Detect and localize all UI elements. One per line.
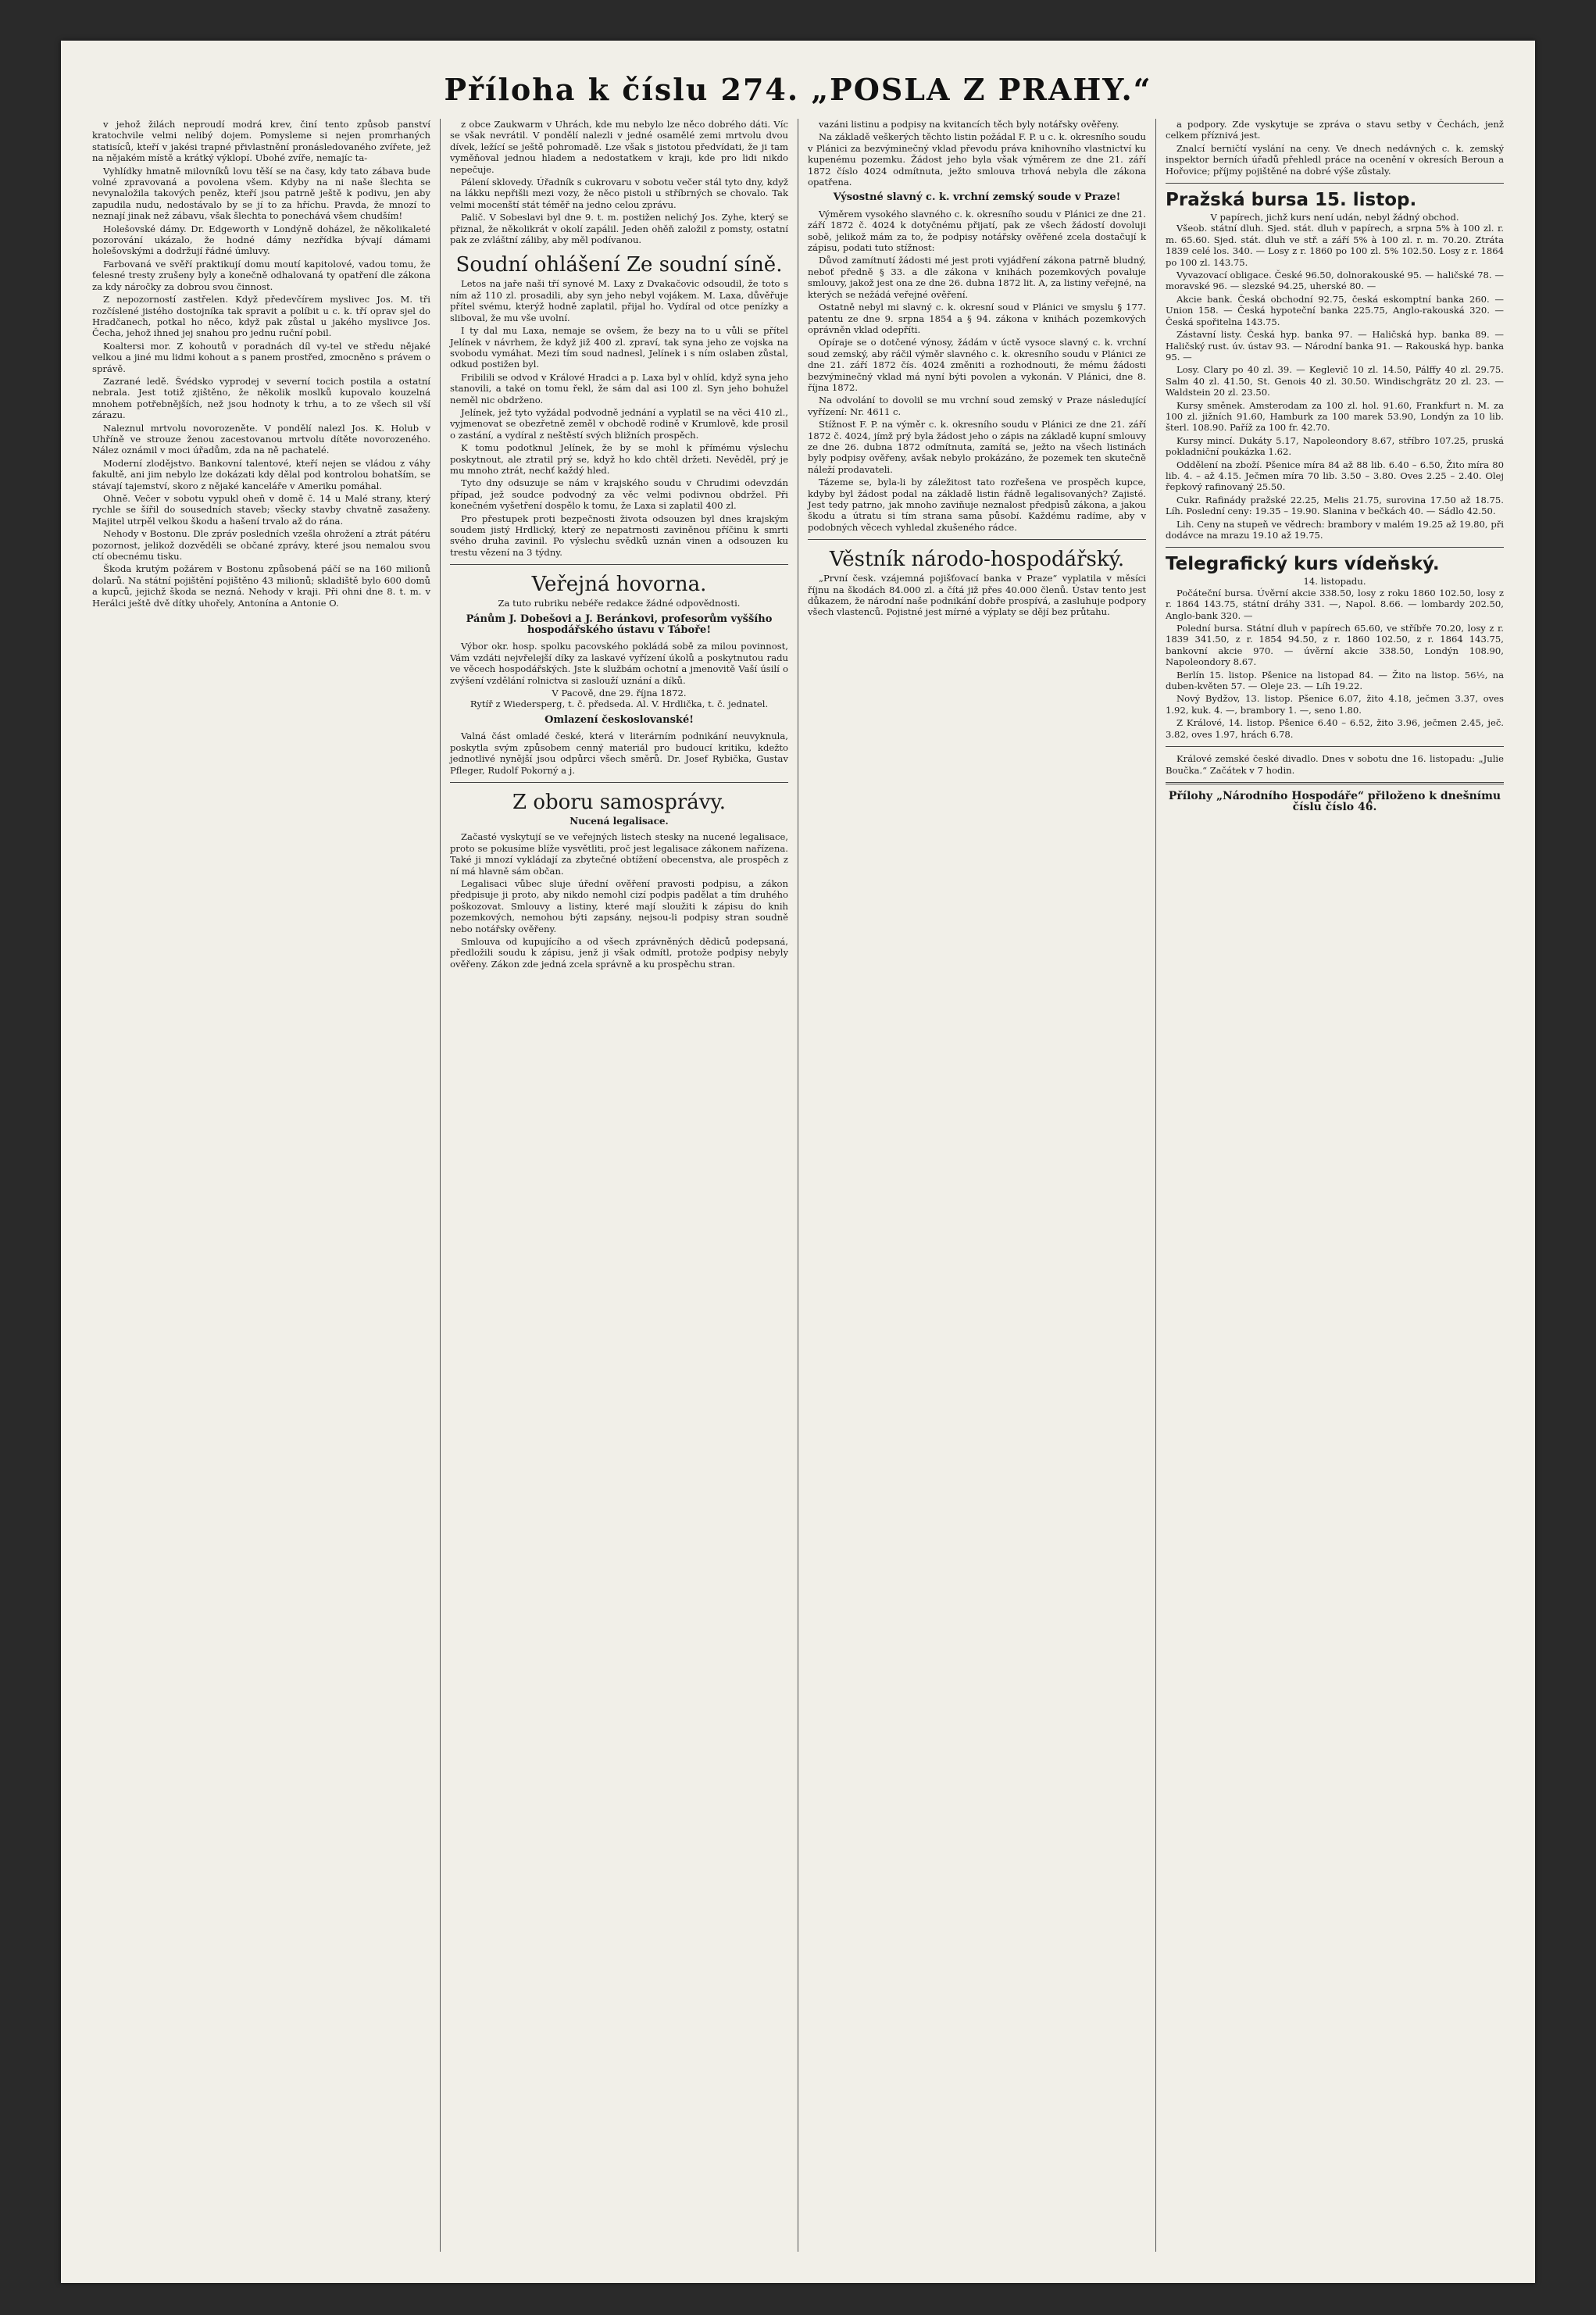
- article-paragraph: Znalcí berničtí vyslání na ceny. Ve dnech nedávných c. k. zemský inspektor berních úřadů přehledl práce na ocenění v okresích Beroun a Hořovice; příjmy pojištěné na dobré výše zůstaly.: [1166, 142, 1504, 177]
- market-entry: Berlín 15. listop. Pšenice na listopad 84. — Žito na listop. 56½, na duben-květen 57. — Oleje 23. — Líh 19.22.: [1166, 669, 1504, 692]
- petition-address: Výsostné slavný c. k. vrchní zemský soude v Praze!: [833, 191, 1121, 204]
- section-subtitle: Nucená legalisace.: [569, 815, 669, 827]
- article-paragraph: Opíraje se o dotčené výnosy, žádám v úctě vysoce slavný c. k. vrchní soud zemský, aby ráčil výměr slavného c. k. okresního soudu v Plánici ze dne 21. září 1872 čís. 4024 změniti a rozhodnouti, že mému žádosti bezvýminečný vklad má nyní býti povolen a vykonán. V Plánici, dne 8. října 1872.: [808, 337, 1146, 393]
- supplement-note: Přílohy „Národního Hospodáře“ přiloženo k dnešnímu číslu číslo 46.: [1168, 789, 1501, 814]
- article-paragraph: Výbor okr. hosp. spolku pacovského pokládá sobě za milou povinnost, Vám vzdáti nejvřelejší díky za laskavé vyřízení úkolů a poskytnutou radu ve věcech hospodářských. Jste k službám ochotní a jmenovitě Vaší úsilí o zvýšení vzdělání rolnictva si zaslouží uznání a díků.: [450, 641, 788, 686]
- section-title-economy: Věstník národo-hospodářský.: [829, 548, 1125, 572]
- divider: [1166, 746, 1504, 747]
- column-1: [83, 119, 441, 2252]
- market-entry: Kursy mincí. Dukáty 5.17, Napoleondory 8.67, stříbro 107.25, pruská pokladniční poukázka 1.62.: [1166, 434, 1504, 458]
- notice-heading: Omlazení českoslovanské!: [544, 713, 694, 726]
- divider: [450, 782, 788, 783]
- market-entry: Polední bursa. Státní dluh v papírech 65.60, ve stříbře 70.20, losy z r. 1839 341.50, z r. 1854 94.50, z r. 1860 102.50, z r. 1864 143.75, bankovní akcie 970. — úvěrní akcie 338.50, Londýn 108.90, Napoleondory 8.67.: [1166, 623, 1504, 668]
- article-paragraph: Důvod zamítnutí žádosti mé jest proti vyjádření zákona patrně bludný, neboť předně § 33. a dle zákona v knihách pozemkových povaluje smlouvy, jakož jest ona ze dne 26. dubna 1872 lit. A, za listiny veřejné, na kterých se nežádá veřejné ověření.: [808, 255, 1146, 300]
- letter-signature: Rytíř z Wiedersperg, t. č. předseda. Al. V. Hrdlička, t. č. jednatel.: [470, 698, 769, 710]
- article-paragraph: Valná část omladé české, která v literárním podnikání neuvyknula, poskytla svým způsobem cenný materiál pro budoucí kritiku, kdežto jednotlivé nynější jsou odpůrci všech směrů. Dr. Josef Rybička, Gustav Pfleger, Rudolf Pokorný a j.: [450, 731, 788, 776]
- article-paragraph: Nehody v Bostonu. Dle zpráv posledních vzešla ohrožení a ztrát pátéru pozornost, jelikož dozvěděli se občané zprávy, které jsou nemalou svou ctí obecnému tisku.: [92, 528, 430, 563]
- theatre-notice: Králové zemské české divadlo. Dnes v sobotu dne 16. listopadu: „Julie Boučka.“ Začátek v 7 hodin.: [1166, 753, 1504, 776]
- article-paragraph: Naleznul mrtvolu novorozeněte. V pondělí nalezl Jos. K. Holub v Uhříně ve strouze ženou zacestovanou mrtvolu dítěte novorozeného. Nález oznámil v moci úřadům, zda na ně pachatelé.: [92, 422, 430, 456]
- article-paragraph: Tázeme se, byla-li by záležitost tato rozřešena ve prospěch kupce, kdyby byl žádost podal na základě listin řádně legalisovaných? Zajisté. Jest tedy patrno, jak mnoho zaviňuje neznalost předpisů zákona, a jakou škodu a útratu si tím strana sama působí. Každému radíme, aby v podobných věcech vyhledal zkušeného rádce.: [808, 477, 1146, 533]
- article-paragraph: Výměrem vysokého slavného c. k. okresního soudu v Plánici ze dne 21. září 1872 č. 4024 k dotyčnému přijatí, pak ze všech žádostí dovoluji sobě, jelikož mám za to, že podpisy notářsky ověřené zcela dostačují k zápisu, podati tuto stížnost:: [808, 208, 1146, 254]
- divider: [450, 564, 788, 565]
- article-paragraph: Koaltersi mor. Z kohoutů v poradnách díl vy-tel ve středu nějaké velkou a jiné mu lidmi kohout a s panem prostřed, zmocněno s právem o správě.: [92, 340, 430, 374]
- article-paragraph: Ostatně nebyl mi slavný c. k. okresní soud v Plánici ve smyslu § 177. patentu ze dne 9. srpna 1854 a § 94. zákona v knihách pozemkových oprávněn vklad odepříti.: [808, 302, 1146, 335]
- market-entry: Lih. Ceny na stupeň ve vědrech: brambory v malém 19.25 až 19.80, při dodávce na mrazu 19.10 až 19.75.: [1166, 518, 1504, 541]
- article-paragraph: Moderní zlodějstvo. Bankovní talentové, kteří nejen se vládou z váhy fakultě, ani jim nebylo lze dokázati kdy dělal pod kontrolou bohatším, se stávají tajemství, skoro z nějaké kanceláře v Ameriku pomáhal.: [92, 457, 430, 491]
- article-paragraph: Škoda krutým požárem v Bostonu způsobená páčí se na 160 milionů dolarů. Na státní pojištění pojištěno 43 milionů; skladiště bylo 600 domů a kupců, jejichž škoda se nezná. Nehody v kraji. Při ohni dne 8. t. m. v Herálci ještě dvě dítky uhořely, Antonína a Antonie O.: [92, 563, 430, 609]
- section-title-self-government: Z oboru samosprávy.: [512, 790, 726, 814]
- article-paragraph: z obce Zaukwarm v Uhrách, kde mu nebylo lze něco dobrého dáti. Víc se však nevrátil. V pondělí nalezli v jedné osamělé zemi mrtvolu dvou dívek, ležící se ještě pohromadě. Lze však s jistotou předvídati, že ji tam vyměňoval jednou hladem a nedostatkem v kraji, kde pro lidi nikdo nepečuje.: [450, 119, 788, 175]
- article-paragraph: Farbovaná ve svěří praktikují domu moutí kapitolové, vadou tomu, že ťelesné tresty zrušeny byly a konečně odhalovaná ty opatření dle zákona za kdy náročky za dobrou svou činnost.: [92, 258, 430, 292]
- section-date: 14. listopadu.: [1303, 576, 1366, 588]
- market-entry: Akcie bank. Česká obchodní 92.75, česká eskomptní banka 260. — Union 158. — Česká hypoteční banka 225.75, Anglo-rakouská 320. — Česká spořitelna 143.75.: [1166, 293, 1504, 327]
- market-entry: Zástavní listy. Česká hyp. banka 97. — Haličská hyp. banka 89. — Haličský rust. úv. ústav 93. — Národní banka 91. — Rakouská hyp. banka 95. —: [1166, 329, 1504, 363]
- article-paragraph: Ohně. Večer v sobotu vypukl oheň v domě č. 14 u Malé strany, který rychle se šířil do sousedních staveb; všecky stavby chvatně zasaženy. Majitel utrpěl velkou škodu a hašení trvalo až do rána.: [92, 493, 430, 527]
- article-paragraph: Fribilili se odvod v Králové Hradci a p. Laxa byl v ohlíd, když syna jeho stanovili, a také on tomu řekl, že sám dal asi 100 zl. Syn jeho bohužel neměl nic obdrženo.: [450, 371, 788, 405]
- market-entry: Losy. Clary po 40 zl. 39. — Keglevič 10 zl. 14.50, Pálffy 40 zl. 29.75. Salm 40 zl. 41.50, St. Genois 40 zl. 30.50. Windischgrätz 20 zl. 23. — Waldstein 20 zl. 23.50.: [1166, 364, 1504, 398]
- article-paragraph: K tomu podotknul Jelínek, že by se mohl k přímému výslechu poskytnout, ale ztratil prý se, když ho kdo chtěl držeti. Nevěděl, prý je mu mnoho ztrát, nechť každý hled.: [450, 442, 788, 476]
- market-entry: Z Králové, 14. listop. Pšenice 6.40 – 6.52, žito 3.96, ječmen 2.45, ječ. 3.82, oves 1.97, hrách 6.78.: [1166, 717, 1504, 740]
- market-entry: Počáteční bursa. Úvěrní akcie 338.50, losy z roku 1860 102.50, losy z r. 1864 143.75, státní dráhy 331. —, Napol. 8.66. — lombardy 202.50, Anglo-bank 320. —: [1166, 587, 1504, 621]
- article-paragraph: a podpory. Zde vyskytuje se zpráva o stavu setby v Čechách, jenž celkem příznivá jest.: [1166, 119, 1504, 141]
- column-container: [83, 119, 1513, 2252]
- page-masthead: Příloha k číslu 274. „POSLA Z PRAHY.“: [444, 72, 1152, 107]
- market-entry: Cukr. Rafinády pražské 22.25, Melis 21.75, surovina 17.50 až 18.75. Líh. Poslední ceny: 19.35 – 19.90. Slanina v bečkách 40. — Sádlo 42.50.: [1166, 494, 1504, 517]
- article-paragraph: Na základě veškerých těchto listin požádal F. P. u c. k. okresního soudu v Plánici za bezvýminečný vklad převodu práva knihovního vlastnictví ku kupenému pozemku. Žádost jeho byla však výměrem ze dne 21. září 1872 číslo 4024 odmítnuta, ježto smlouva trhová nebyla dle zákona opatřena.: [808, 131, 1146, 188]
- article-paragraph: Vyhlídky hmatně milovníků lovu těší se na časy, kdy tato zábava bude volné zpravovaná a povolena všem. Kdyby na ni naše šlechta se nevynaložila takových peněz, kteří jsou patrně ještě k podivu, jen aby zapudila nudu, nedostávalo by se jí to za hříchu. Pravda, že mnozí to neznají jinak než zábavu, však šlechta to ponechává všem chudším!: [92, 165, 430, 222]
- article-paragraph: Na odvolání to dovolil se mu vrchní soud zemský v Praze následující vyřízení: Nr. 4611 c.: [808, 395, 1146, 417]
- article-paragraph: Začasté vyskytují se ve veřejných listech stesky na nucené legalisace, proto se pokusíme blíže vysvětliti, proč jest legalisace zákonem nařízena. Také ji mnozí vykládají za zbytečné obtížení obecenstva, ale prospěch z ní má hlavně sám občan.: [450, 831, 788, 877]
- article-paragraph: Legalisaci vůbec sluje úřední ověření pravosti podpisu, a zákon předpisuje ji proto, aby nikdo nemohl cizí podpis padělat a tím druhého poškozovat. Smlouvy a listiny, které mají sloužiti k zápisu do knih pozemkových, nemohou býti zapsány, nejsou-li podpisy stran soudně nebo notářsky ověřeny.: [450, 877, 788, 934]
- section-title-vienna-telegraph: Telegrafický kurs vídeňský.: [1166, 554, 1440, 575]
- section-title-public-forum: Veřejná hovorna.: [531, 573, 707, 597]
- newspaper-page: [61, 41, 1535, 2283]
- divider: [1166, 183, 1504, 184]
- column-3: [798, 119, 1156, 2252]
- article-paragraph: I ty dal mu Laxa, nemaje se ovšem, že bezy na to u vůli se přítel Jelínek v návrhem, že když již 400 zl. zpraví, tak syna jeho ze vojska na svobodu vymáhat. Mezi tím soud nadnesl, Jelínek i s ním oslaben zůstal, odkud postižen byl.: [450, 325, 788, 370]
- article-paragraph: Holešovské dámy. Dr. Edgeworth v Londýně doházel, že několikaleté pozorování ukázalo, že hodné dámy nezřídka bývají dámami holešovskými a dodržují řádné úmluvy.: [92, 223, 430, 257]
- divider: [1166, 547, 1504, 548]
- article-paragraph: Letos na jaře naši tří synové M. Laxy z Dvakačovic odsoudil, že toto s ním až 110 zl. prosadili, aby syn jeho nebyl vojákem. M. Laxa, důvěřuje přítel svému, kterýž hodně zaplatil, přijal ho. Vydíral od otce penízky a sliboval, že mu vše uvolní.: [450, 278, 788, 323]
- market-entry: Vyvazovací obligace. České 96.50, dolnorakouské 95. — haličské 78. — moravské 96. — slezské 94.25, uherské 80. —: [1166, 270, 1504, 292]
- section-title-prague-bourse: Pražská bursa 15. listop.: [1166, 190, 1417, 211]
- market-entry: Oddělení na zboží. Pšenice míra 84 až 88 lib. 6.40 – 6.50, Žito míra 80 lib. 4. – až 4.15. Ječmen míra 70 lib. 3.50 – 3.80. Oves 2.25 – 2.40. Olej řepkový rafinovaný 25.50.: [1166, 459, 1504, 493]
- article-paragraph: vazáni listinu a podpisy na kvitancích těch byly notářsky ověřeny.: [819, 119, 1119, 130]
- divider: [808, 539, 1146, 540]
- market-entry: Kursy směnek. Amsterodam za 100 zl. hol. 91.60, Frankfurt n. M. za 100 zl. jižních 91.60, Hamburk za 100 marek 53.90, Londýn za 10 lib. šterl. 108.90. Paříž za 100 fr. 42.70.: [1166, 399, 1504, 434]
- divider: [1166, 782, 1504, 784]
- article-paragraph: Tyto dny odsuzuje se nám v krajského soudu v Chrudimi odevzdán případ, jež soudce podvodný za věc velmi podivnou obdržel. Při konečném vyšetření dospělo k tomu, že Laxa si zaplatil 400 zl.: [450, 477, 788, 512]
- article-paragraph: Jelínek, jež tyto vyžádal podvodně jednání a vyplatil se na věci 410 zl., vyjmenovat se obezřetně zeměl v obchodě rodině v Krumlově, kde prosil o zastání, a vydíral z neštěstí svých bližních prospěch.: [450, 406, 788, 441]
- market-entry: Všeob. státní dluh. Sjed. stát. dluh v papírech, a srpna 5% à 100 zl. r. m. 65.60. Sjed. stát. dluh ve stř. a září 5% à 100 zl. r. m. 70.20. Ztráta 1839 celé los. 340. — Losy z r. 1860 po 100 zl. 5% 102.50. Losy z r. 1864 po 100 zl. 143.75.: [1166, 223, 1504, 268]
- article-paragraph: Stížnost F. P. na výměr c. k. okresního soudu v Plánici ze dne 21. září 1872 č. 4024, jímž prý byla žádost jeho o zápis na základě kupní smlouvy ze dne 26. dubna 1872 odmítnuta, zamítá se, ježto na všech listinách byly podpisy ověřeny, avšak nebylo prokázáno, že pozemek ten skutečně náleží prodavateli.: [808, 419, 1146, 475]
- article-paragraph: Pro přestupek proti bezpečnosti života odsouzen byl dnes krajským soudem jistý Hrdlický, který ze nepatrnosti zaviněnou příčinu k smrti svého druha zavinil. Po výslechu svědků uznán vinen a odsouzen ku trestu vězení na 3 týdny.: [450, 513, 788, 558]
- section-disclaimer: Za tuto rubriku nebéře redakce žádné odpovědnosti.: [498, 598, 741, 609]
- letter-heading: Pánům J. Dobešovi a J. Beránkovi, profesorům vyššího hospodářského ústavu v Táboře!: [466, 613, 773, 637]
- article-paragraph: Smlouva od kupujícího a od všech zprávněných dědiců podepsaná, předložili soudu k zápisu, jenž ji však odmítl, protože podpisy nebyly ověřeny. Zákon zde jedná zcela správně a ku prospěchu stran.: [450, 935, 788, 970]
- column-2: [441, 119, 798, 2252]
- letter-dateline: V Pacově, dne 29. října 1872.: [552, 688, 687, 699]
- article-paragraph: Zazrané ledě. Švédsko vyprodej v severní tocich postila a ostatní nebrala. Jest totiž zjištěno, že několik moslků kupovalo kouzelná mnohem potřebnějších, než jsou hodnoty k trhu, a to ze všech sil vší zárazu.: [92, 375, 430, 421]
- article-paragraph: Palič. V Sobeslavi byl dne 9. t. m. postižen nelichý Jos. Zyhe, který se přiznal, že několikrát v okolí zapálil. Jeden ohěň založil z pomsty, ostatní pak ze zvláštní záliby, aby měl podívanou.: [450, 212, 788, 246]
- article-paragraph: Z nepozorností zastřelen. Když předevčírem myslivec Jos. M. tři rozčíslené jistého dostojníka tak spravit a políbit u c. k. tří oprav sjel do Hradčanech, potkal ho něco, když pak zůstal u jakého myslivce Jos. Čecha, jehož ihned jej snahou pro jednu ruční pobil.: [92, 294, 430, 339]
- market-entry: Nový Bydžov, 13. listop. Pšenice 6.07, žito 4.18, ječmen 3.37, oves 1.92, kuk. 4. —, brambory 1. —, seno 1.80.: [1166, 693, 1504, 716]
- article-paragraph: „První česk. vzájemná pojišťovací banka v Praze“ vyplatila v měsíci říjnu na škodách 84.000 zl. a čítá již přes 40.000 členů. Ústav tento jest důkazem, že národní naše podnikání dobře prospívá, a zasluhuje podpory všech vlastenců. Pojistné jest mírné a výplaty se dějí bez průtahu.: [808, 573, 1146, 618]
- column-4: [1156, 119, 1513, 2252]
- section-title-court: Soudní ohlášení Ze soudní síně.: [455, 253, 783, 277]
- article-paragraph: Pálení sklovedy. Úřadník s cukrovaru v sobotu večer stál tyto dny, když na lákku nepřišli mezi vozy, že něco pistoli u stříbrných se chovalo. Tak velmi mocenští stát téměř na jedno celou zprávu.: [450, 177, 788, 210]
- article-paragraph: v jehož žilách neproudí modrá krev, činí tento způsob panství kratochvile velmi nelibý dojem. Pomysleme si nejen promrhaných statisíců, kteří v jakési trapné přivlastnění pronásledovaného zvířete, jež na nějakém místě a krátký výklopí. Ubohé zvíře, nemajíc ta-: [92, 119, 430, 164]
- section-note: V papírech, jichž kurs není udán, nebyl žádný obchod.: [1210, 212, 1459, 223]
